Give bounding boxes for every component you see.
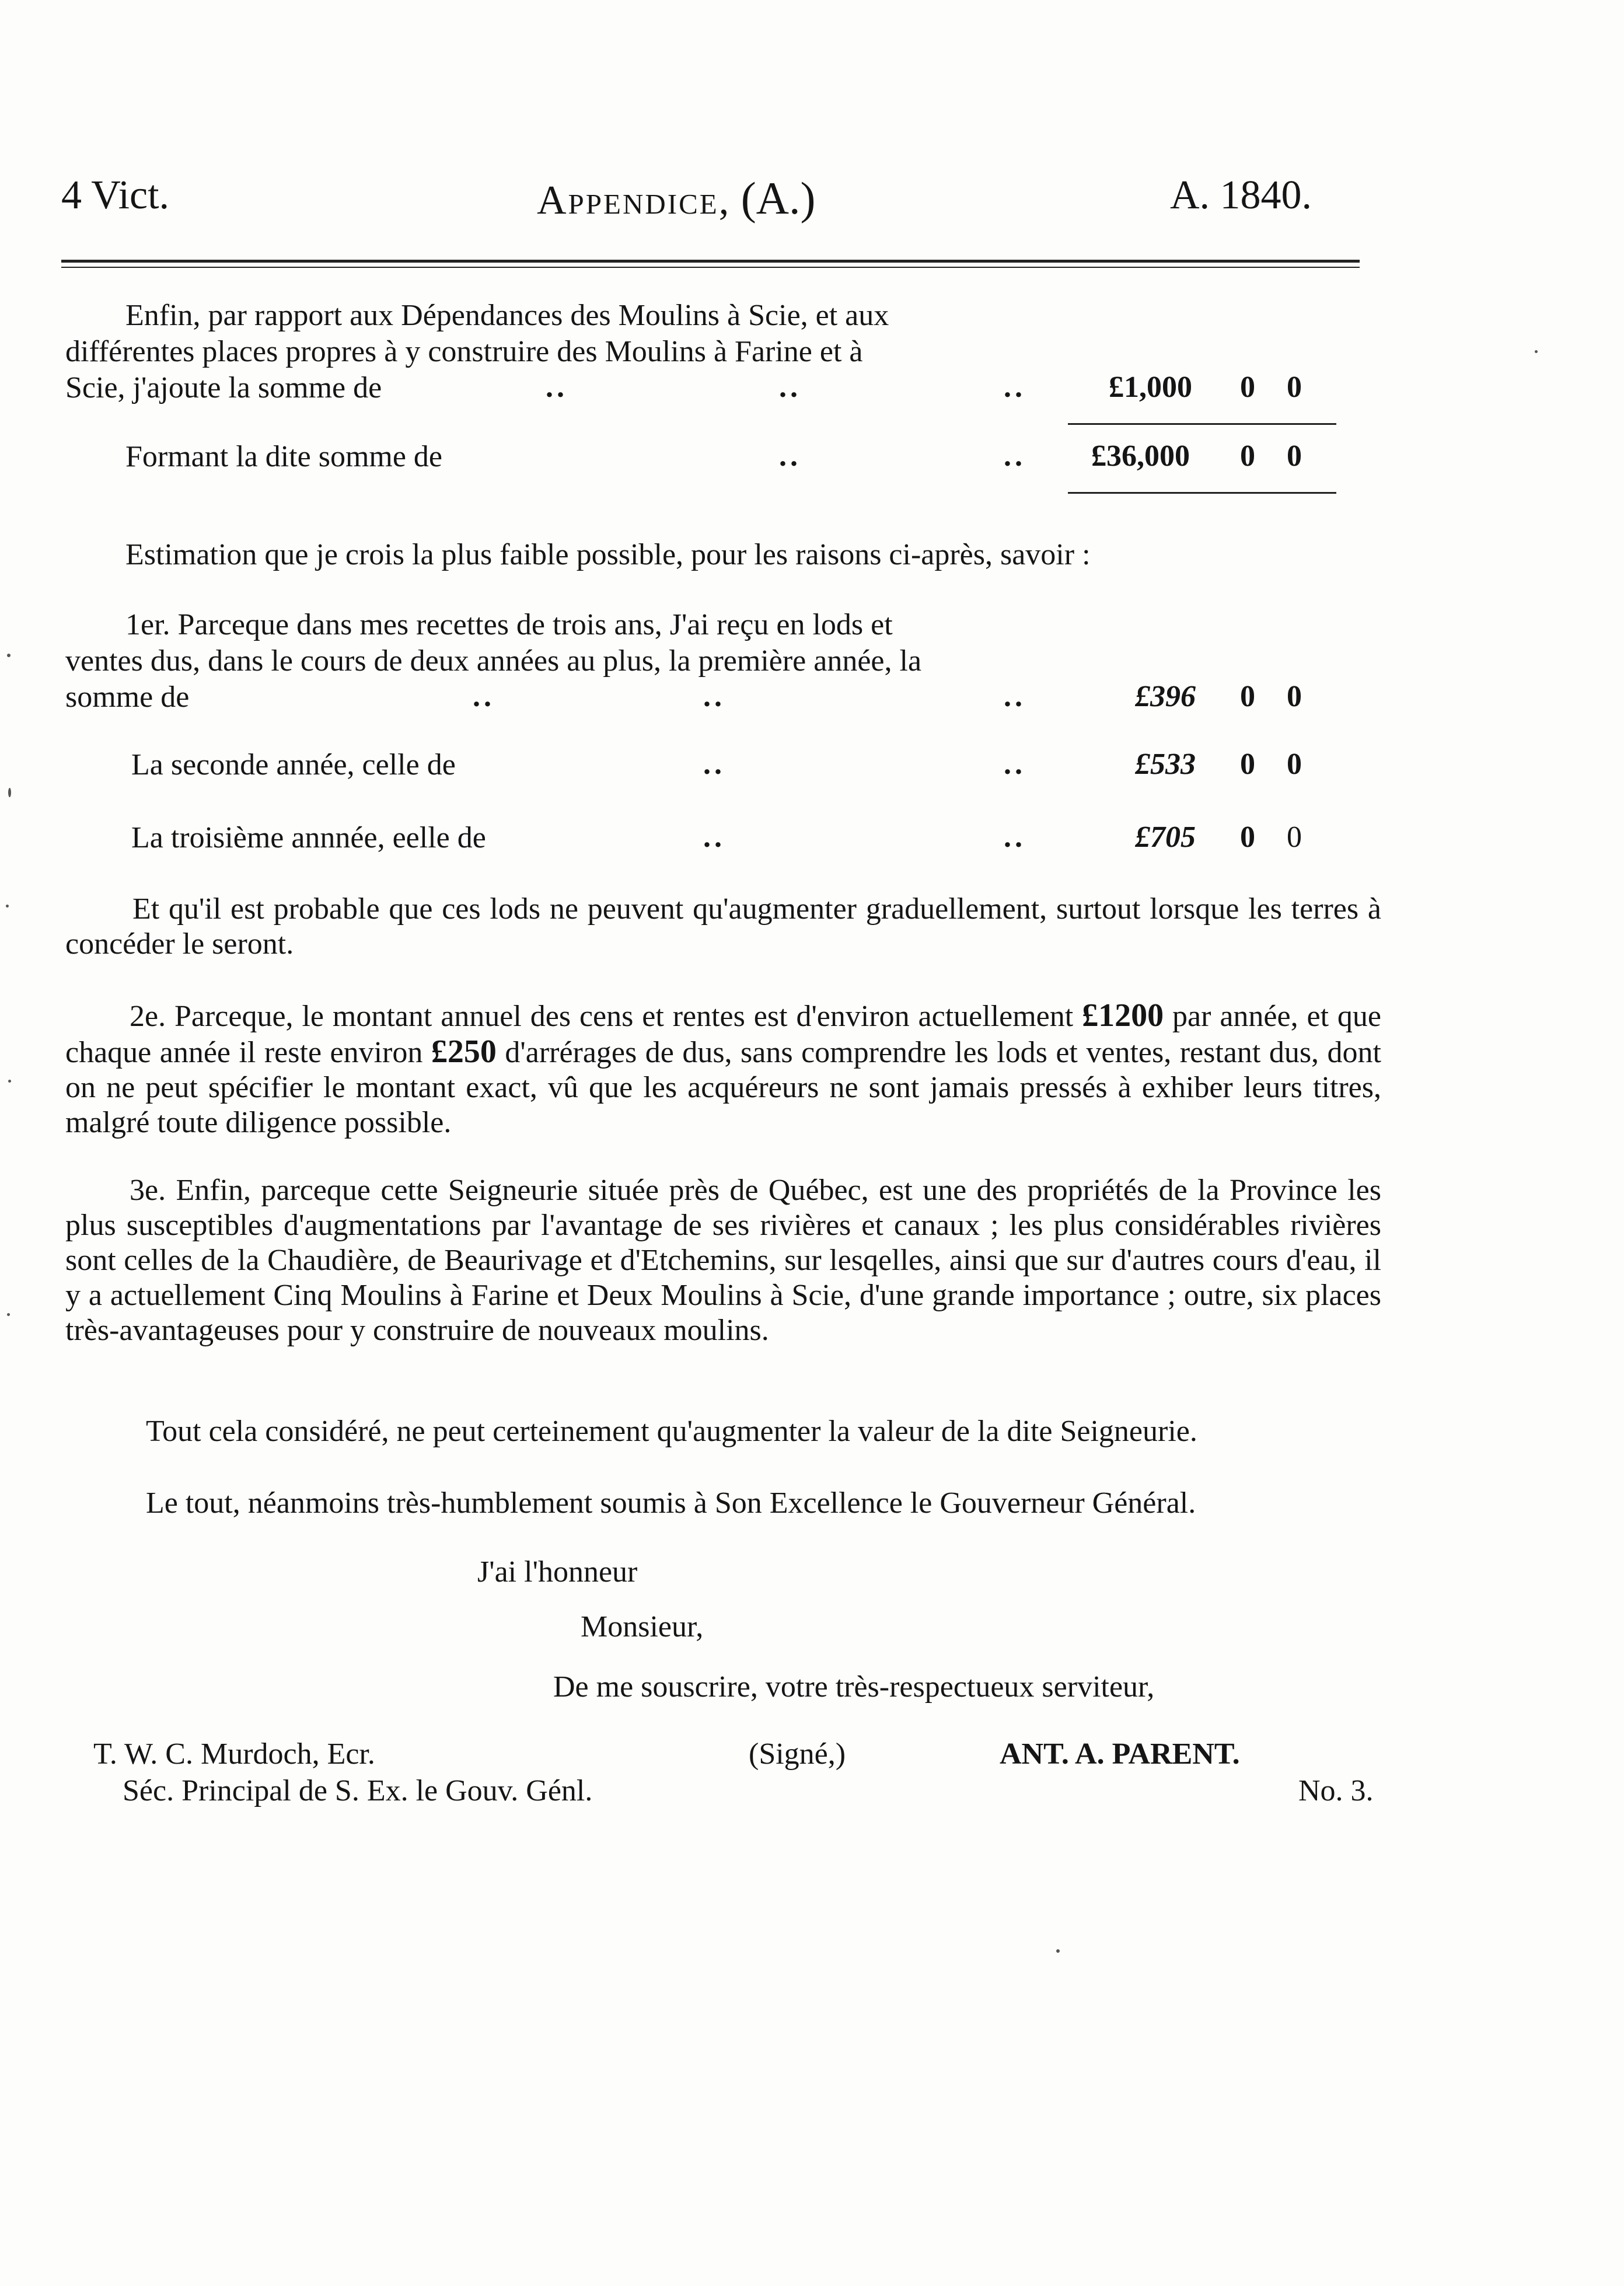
leader-dots: .. <box>1004 680 1026 713</box>
estimation-intro: Estimation que je crois la plus faible possible, pour les raisons ci-après, savoir : <box>125 538 1091 571</box>
para1-line2: différentes places propres à y construire des Moulins à Farine et à <box>65 335 863 368</box>
leader-dots: .. <box>473 680 495 713</box>
scan-speck <box>6 905 9 908</box>
reason2-text-3: d'arrérages de dus, sans comprendre les lods et ventes, restant dus, dont on ne peut spécifier le montant exact, vû que les acquéreurs ne sont jamais pressés à exhiber leurs titres, malgré toute diligence possible. <box>65 1036 1381 1139</box>
header-rule-thin <box>61 267 1360 268</box>
leader-dots: .. <box>546 371 568 404</box>
leader-dots: .. <box>703 821 725 854</box>
total-label: Formant la dite somme de <box>125 440 443 473</box>
document-number: No. 3. <box>1298 1774 1374 1807</box>
conclusion-1: Tout cela considéré, ne peut certeinement qu'augmenter la valeur de la dite Seigneurie. <box>146 1415 1197 1448</box>
scan-speck <box>1056 1949 1060 1953</box>
addressee-title: Séc. Principal de S. Ex. le Gouv. Génl. <box>123 1774 593 1807</box>
reason1-pence1: 0 <box>1287 680 1302 713</box>
signed-mark: (Signé,) <box>749 1737 846 1771</box>
conclusion-2: Le tout, néanmoins très-humblement soumis à Son Excellence le Gouverneur Général. <box>146 1486 1196 1520</box>
leader-dots: .. <box>703 748 725 781</box>
reason1-pence3: 0 <box>1287 821 1302 854</box>
addressee-name: T. W. C. Murdoch, Ecr. <box>93 1737 375 1771</box>
scan-speck <box>7 654 11 657</box>
closing-line2: Monsieur, <box>581 1610 704 1643</box>
para1-line1: Enfin, par rapport aux Dépendances des Moulins à Scie, et aux <box>125 299 889 332</box>
para1-amount: £1,000 <box>1109 371 1192 404</box>
leader-dots: .. <box>779 371 801 404</box>
reason1-second-label: La seconde année, celle de <box>131 748 456 781</box>
closing-line3: De me souscrire, votre très-respectueux serviteur, <box>553 1670 1155 1704</box>
scan-speck <box>7 1313 10 1316</box>
reason1-line1: 1er. Parceque dans mes recettes de trois ans, J'ai reçu en lods et <box>125 608 893 641</box>
leader-dots: .. <box>1004 371 1026 404</box>
reason1-shillings1: 0 <box>1240 680 1255 713</box>
header-center-paren: (A.) <box>741 173 816 224</box>
signature-author: ANT. A. PARENT. <box>1000 1737 1240 1771</box>
scan-speck <box>8 788 11 797</box>
leader-dots: .. <box>703 680 725 713</box>
total-pence: 0 <box>1287 439 1302 473</box>
reason1-pence2: 0 <box>1287 748 1302 781</box>
header-right: A. 1840. <box>1170 173 1312 218</box>
reason2-amount-cens: £1200 <box>1082 997 1164 1034</box>
reason2-text-1: 2e. Parceque, le montant annuel des cens et rentes est d'environ actuellement <box>130 1000 1074 1033</box>
leader-dots: .. <box>1004 748 1026 781</box>
leader-dots: .. <box>779 439 801 473</box>
header-rule-thick <box>61 260 1360 263</box>
total-shillings: 0 <box>1240 439 1255 473</box>
reason1-line3: somme de <box>65 680 190 714</box>
reason1-amount1: £396 <box>1135 680 1196 713</box>
reason1-third-label: La troisième annnée, eelle de <box>131 821 486 854</box>
reason1-amount2: £533 <box>1135 748 1196 781</box>
reason2-text-2: par année, et que chaque année il reste environ <box>65 1000 1382 1069</box>
reason1-followup: Et qu'il est probable que ces lods ne peuvent qu'augmenter graduellement, surtout lorsque les terres à concéder le seront. <box>65 892 1381 961</box>
reason1-shillings2: 0 <box>1240 748 1255 781</box>
para1-shillings: 0 <box>1240 371 1255 404</box>
header-center-title: Appendice, <box>537 178 731 223</box>
closing-line1: J'ai l'honneur <box>477 1555 638 1589</box>
reason2-paragraph <box>65 998 1381 1140</box>
total-rule <box>1068 492 1336 494</box>
para1-pence: 0 <box>1287 371 1302 404</box>
total-amount: £36,000 <box>1091 439 1190 473</box>
subtotal-rule <box>1068 423 1336 425</box>
para1-line3: Scie, j'ajoute la somme de <box>65 371 382 404</box>
reason1-shillings3: 0 <box>1240 821 1255 854</box>
reason2-amount-arrears: £250 <box>431 1034 497 1070</box>
reason1-line2: ventes dus, dans le cours de deux années au plus, la première année, la <box>65 644 922 678</box>
reason3-paragraph: 3e. Enfin, parceque cette Seigneurie située près de Québec, est une des propriétés de la Province les plus susceptibles d'augmentations par l'avantage de ses rivières et canaux ; les plus considérables rivières sont celles de la Chaudière, de Beaurivage et d'Etchemins, sur lesqelles, ainsi que sur d'autres cours d'eau, il y a actuellement Cinq Moulins à Farine et Deux Moulins à Scie, d'une grande importance ; outre, six places très-avantageuses pour y construire de nouveaux moulins. <box>65 1174 1381 1347</box>
leader-dots: .. <box>1004 439 1026 473</box>
scan-speck <box>1535 350 1538 353</box>
leader-dots: .. <box>1004 821 1026 854</box>
header-center <box>537 172 815 225</box>
scan-speck <box>8 1080 11 1083</box>
header-left: 4 Vict. <box>61 173 170 218</box>
reason1-amount3: £705 <box>1135 821 1196 854</box>
